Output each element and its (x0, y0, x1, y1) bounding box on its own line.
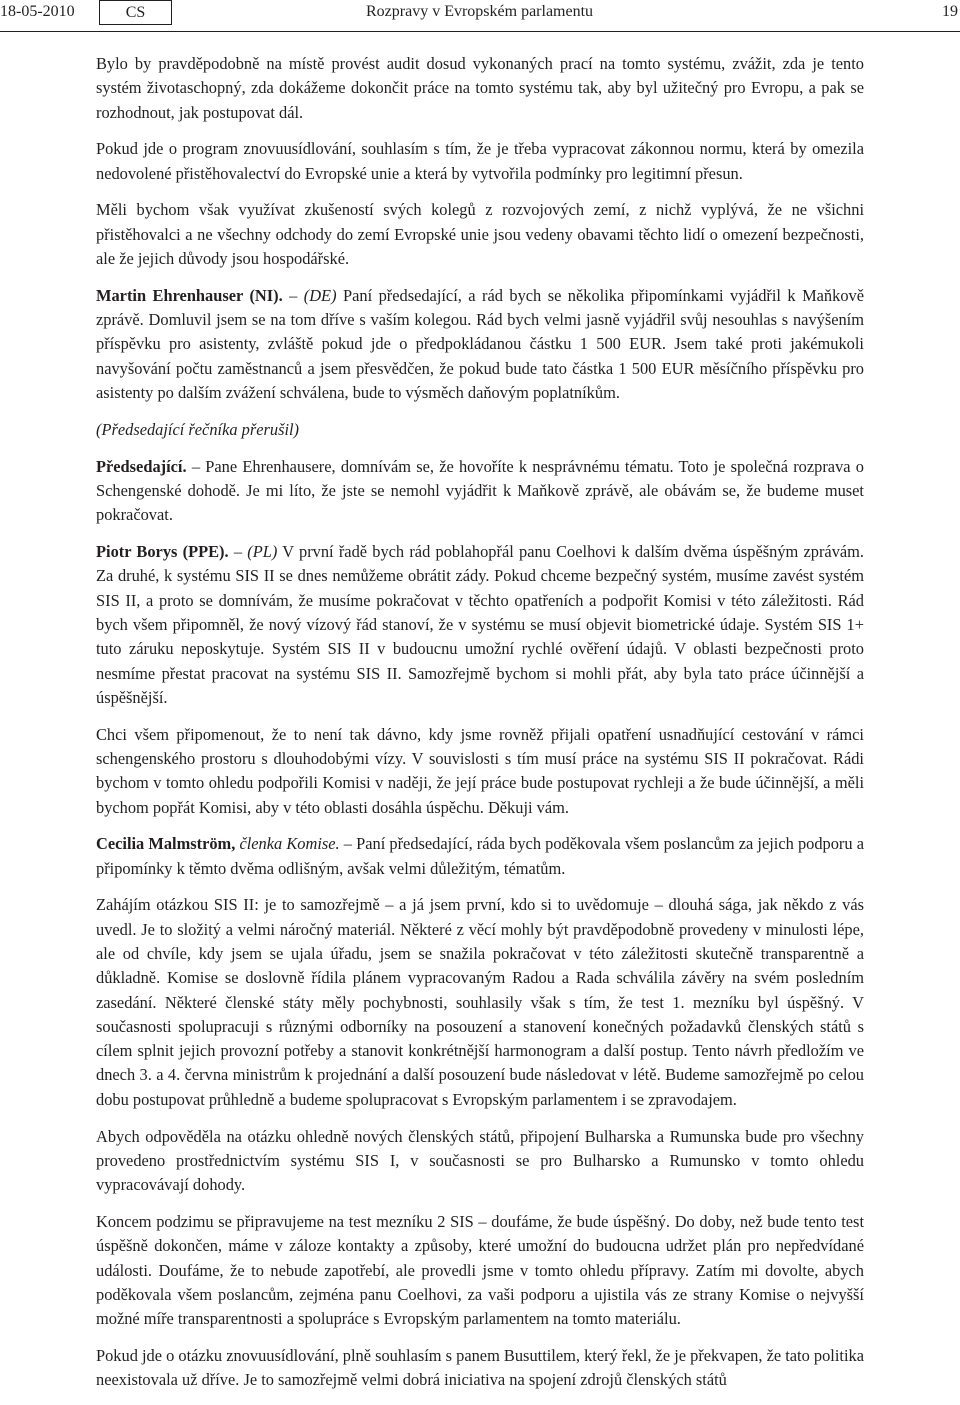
dash: – (228, 542, 248, 562)
page-header (0, 0, 960, 30)
speech-text: – Paní předsedající, ráda bych poděkovala všem poslancům za jejich podporu a připomínky k těmto dvěma odlišným, avšak velmi důležitým, tématům. (96, 834, 864, 878)
speech-ehrenhauser (96, 284, 864, 405)
paragraph: Zahájím otázkou SIS II: je to samozřejmě – a já jsem první, kdo si to uvědomuje – dlouhá sága, jak někdo z vás uvedl. Je to složitý a velmi náročný materiál. Některé z věcí mohly být pravděpodobně provedeny v minulosti lépe, ale od chvíle, kdy jsem se ujala úřadu, jsem se snažila pokračovat v této záležitosti skutečně transparentně a důkladně. Komise se doslovně řídila plánem vypracovaným Radou a Rada schválila závěry na svém posledním zasedání. Některé členské státy měly pochybnosti, souhlasily však s tím, že test 1. mezníku byl úspěšný. V současnosti spolupracuji s různými odborníky na posouzení a stanovení konečných požadavků členských států s cílem splnit jejich provozní potřeby a stanovit konkrétnější harmonogram a další postup. Tento návrh předložím ve dnech 3. a 4. června ministrům k projednání a další posouzení bude následovat v létě. Budeme samozřejmě po celou dobu postupovat průhledně a budeme spolupracovat s Evropským parlamentem i se zpravodajem. (96, 895, 864, 1109)
paragraph: Pokud jde o otázku znovuusídlování, plně souhlasím s panem Busuttilem, který řekl, že je překvapen, že tato politika neexistovala už dříve. Je to samozřejmě velmi dobrá iniciativa na spojení zdrojů členských států (96, 1345, 864, 1390)
paragraph: Koncem podzimu se připravujeme na test mezníku 2 SIS – doufáme, že bude úspěšný. Do doby, než bude tento test úspěšně dokončen, máme v záloze kontakty a způsoby, které umožní do budoucna udržet plán pro nepředvídané události. Doufáme, že to nebude zapotřebí, ale provedli jsme v tomto ohledu přípravy. Zatím mi dovolte, abych poděkovala všem poslancům, zejména panu Coelhovi, za vaši podporu a ujistila vás ze strany Komise o nejvyšší možné míře transparentnosti a spolupráce s Evropským parlamentem na tomto materiálu. (96, 1211, 864, 1329)
paragraph: Chci všem připomenout, že to není tak dávno, kdy jsme rovněž přijali opatření usnadňující cestování v rámci schengenského prostoru s dlouhodobými vízy. V souvislosti s tím musí práce na systému SIS II pokračovat. Rádi bychom v tomto ohledu podpořili Komisi v naději, že její práce bude postupovat rychleji a že bude účinnější, a měli bychom popřát Komisi, aby v této oblasti dosáhla úspěchu. Děkuji vám. (96, 724, 864, 817)
speech-president (96, 455, 864, 528)
speech-borys (96, 540, 864, 710)
speaker-name: Martin Ehrenhauser (NI). (96, 285, 283, 305)
header-running-title: Rozpravy v Evropském parlamentu (366, 3, 594, 20)
header-date: 18-05-2010 (0, 3, 75, 20)
speaker-name: Piotr Borys (PPE). (96, 542, 229, 562)
dash: – (282, 285, 304, 305)
paragraph: Bylo by pravděpodobně na místě provést audit dosud vykonaných prací na tomto systému, zvážit, zda je tento systém životaschopný, zda dokážeme dokončit práce na tomto systému tak, aby byl užitečný pro Evropu, a pak se rozhodnout, jak postupovat dál. (96, 54, 864, 122)
page-body (96, 52, 864, 1405)
header-page-number: 19 (942, 3, 958, 20)
paragraph: Abych odpověděla na otázku ohledně nových členských států, připojení Bulharska a Rumunska bude pro všechny provedeno prostřednictvím systému SIS I, v současnosti se pro Bulharsko a Rumunsko v tomto ohledu vypracovávají dohody. (96, 1126, 864, 1195)
speaker-role: členka Komise. (235, 834, 340, 854)
header-language-box: CS (99, 0, 172, 25)
speech-text: – Pane Ehrenhausere, domnívám se, že hovoříte k nesprávnému tématu. Toto je společná rozprava o Schengenské dohodě. Je mi líto, že jste se nemohl vyjádřit k Maňkově zprávě, ale obávám se, že budeme muset pokračovat. (96, 456, 864, 525)
header-rule (0, 31, 960, 32)
paragraph: Pokud jde o program znovuusídlování, souhlasím s tím, že je třeba vypracovat zákonnou normu, která by omezila nedovolené přistěhovalectví do Evropské unie a která by vytvořila podmínky pro legitimní přesun. (96, 139, 864, 183)
speech-text: Paní předsedající, a rád bych se několika připomínkami vyjádřil k Maňkově zprávě. Domluvil jsem se na tom dříve s vaším kolegou. Rád bych velmi jasně vyjádřil svůj nesouhlas s navýšením příspěvku pro asistenty, zvláště pokud jde o předpokládanou částku 1 500 EUR. Jsem také proti jakémukoli navyšování počtu zaměstnanců a jsem přesvědčen, že pokud bude tato částka 1 500 EUR měsíčního příspěvku pro asistenty po dalším zvážení schválena, bude to výsměch daňovým poplatníkům. (96, 285, 864, 403)
paragraph: Měli bychom však využívat zkušeností svých kolegů z rozvojových zemí, z nichž vyplývá, že ne všichni přistěhovalci a ne všechny odchody do zemí Evropské unie jsou vedeny obavami těchto lidí o omezení bezpečnosti, ale že jejich důvody jsou hospodářské. (96, 200, 864, 269)
interruption-note: (Předsedající řečníka přerušil) (96, 419, 300, 439)
speech-malmstrom (96, 832, 864, 881)
language-tag: (DE) (303, 285, 337, 305)
speech-text: V první řadě bych rád poblahopřál panu Coelhovi k dalším dvěma úspěšným zprávám. Za druhé, k systému SIS II se dnes nemůžeme obrátit zády. Pokud chceme bezpečný systém, musíme zavést systém SIS II, a proto se domnívám, že musíme pokračovat v těchto opatřeních a podpořit Komisi v této záležitosti. Rád bych všem připomněl, že nový vízový řád stanoví, že v systému se musí objevit biometrické údaje. Systém SIS 1+ tuto záruku neposkytuje. Systém SIS II v budoucnu umožní rychlé ověření údajů. V oblasti bezpečnosti proto nesmíme přestat pracovat na systému SIS II. Samozřejmě bychom si mohli přát, aby byla tato práce účinnější a úspěšnější. (96, 542, 865, 707)
language-tag: (PL) (247, 542, 278, 562)
speaker-name: Cecilia Malmström, (96, 834, 236, 854)
speaker-name: Předsedající. (96, 456, 187, 476)
